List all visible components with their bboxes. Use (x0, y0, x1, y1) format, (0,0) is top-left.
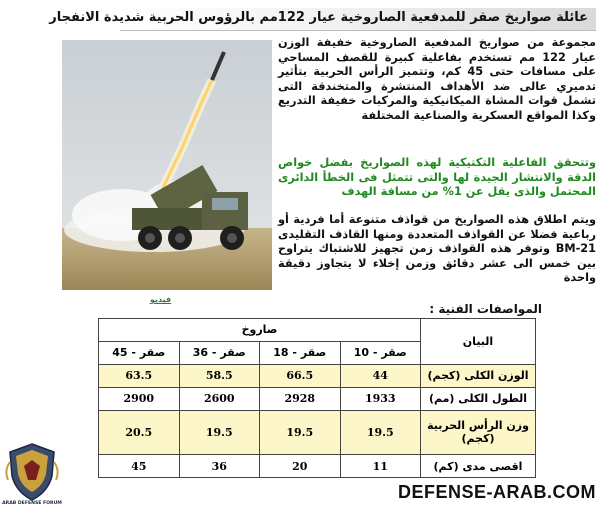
table-cell: 2928 (260, 387, 341, 410)
table-row (99, 387, 536, 410)
table-cell: 63.5 (99, 364, 180, 387)
table-cell: 1933 (340, 387, 421, 410)
accuracy-paragraph: وتتحقق الفاعلية التكتيكية لهذه الصواريخ بفضل خواص الدقة والانتشار الجيدة لها والتى تتمثل فى الخطأ الدائرى المحتمل والذى يقل عن 1% من مسافة الهدف (278, 156, 596, 198)
table-cell: 2600 (179, 387, 260, 410)
page-title: عائلة صواريخ صقر للمدفعية الصاروخية عيار 122مم بالرؤوس الحربية شديدة الانفجار (49, 10, 588, 25)
launchers-paragraph: ويتم اطلاق هذه الصواريخ من قواذف متنوعة أما فردية أو رباعية فضلا عن القواذف المتعددة ومنها القاذف التقليدى BM-21 وتوفر هذه القواذف زمن تجهيز للاشتباك يتراوح بين خمس الى عشر دقائق وزمن إخلاء لا يتجاوز دقيقة واحدة (278, 213, 596, 284)
table-cell: 36 (179, 455, 260, 478)
table-cell: 19.5 (340, 410, 421, 454)
table-cell: 19.5 (179, 410, 260, 454)
rocket-launcher-photo (62, 40, 272, 290)
header-item: البيان (421, 319, 536, 365)
column-header: صقر - 36 (179, 341, 260, 364)
specs-table (98, 318, 536, 478)
column-header: صقر - 18 (260, 341, 341, 364)
table-cell: 11 (340, 455, 421, 478)
site-watermark: DEFENSE-ARAB.COM (397, 482, 596, 502)
table-cell: 2900 (99, 387, 180, 410)
table-cell: 19.5 (260, 410, 341, 454)
row-label: الطول الكلى (مم) (421, 387, 536, 410)
specs-heading: المواصفات الفنية : (429, 302, 542, 316)
table-cell: 20 (260, 455, 341, 478)
table-cell: 66.5 (260, 364, 341, 387)
table-row (99, 364, 536, 387)
column-header: صقر - 10 (340, 341, 421, 364)
column-header: صقر - 45 (99, 341, 180, 364)
table-cell: 45 (99, 455, 180, 478)
table-cell: 58.5 (179, 364, 260, 387)
table-cell: 44 (340, 364, 421, 387)
row-label: وزن الرأس الحربية (كجم) (421, 410, 536, 454)
row-label: اقصى مدى (كم) (421, 455, 536, 478)
table-row (99, 455, 536, 478)
table-header-row (99, 319, 536, 342)
table-row (99, 410, 536, 454)
table-cell: 20.5 (99, 410, 180, 454)
svg-text:ARAB DEFENSE FORUM: ARAB DEFENSE FORUM (2, 501, 62, 506)
row-label: الوزن الكلى (كجم) (421, 364, 536, 387)
intro-paragraph: مجموعة من صواريخ المدفعية الصاروخية خفيفة الوزن عيار 122 مم تستخدم بفاعلية كبيرة للقصف المساحي على مسافات حتى 45 كم، وتتميز الرأس الحربية بتأثير تدميري عالى ضد الأهداف المنتشرة والمتخندقة التى تشمل قوات المشاة الميكانيكية والمركبات خفيفة التدريع وكذا المواقع العسكرية والصناعية المختلفة (278, 36, 596, 122)
photo-caption[interactable]: فيديو (150, 295, 172, 304)
header-group: صاروخ (99, 319, 421, 342)
forum-logo (2, 440, 62, 506)
title-bar (49, 8, 596, 31)
